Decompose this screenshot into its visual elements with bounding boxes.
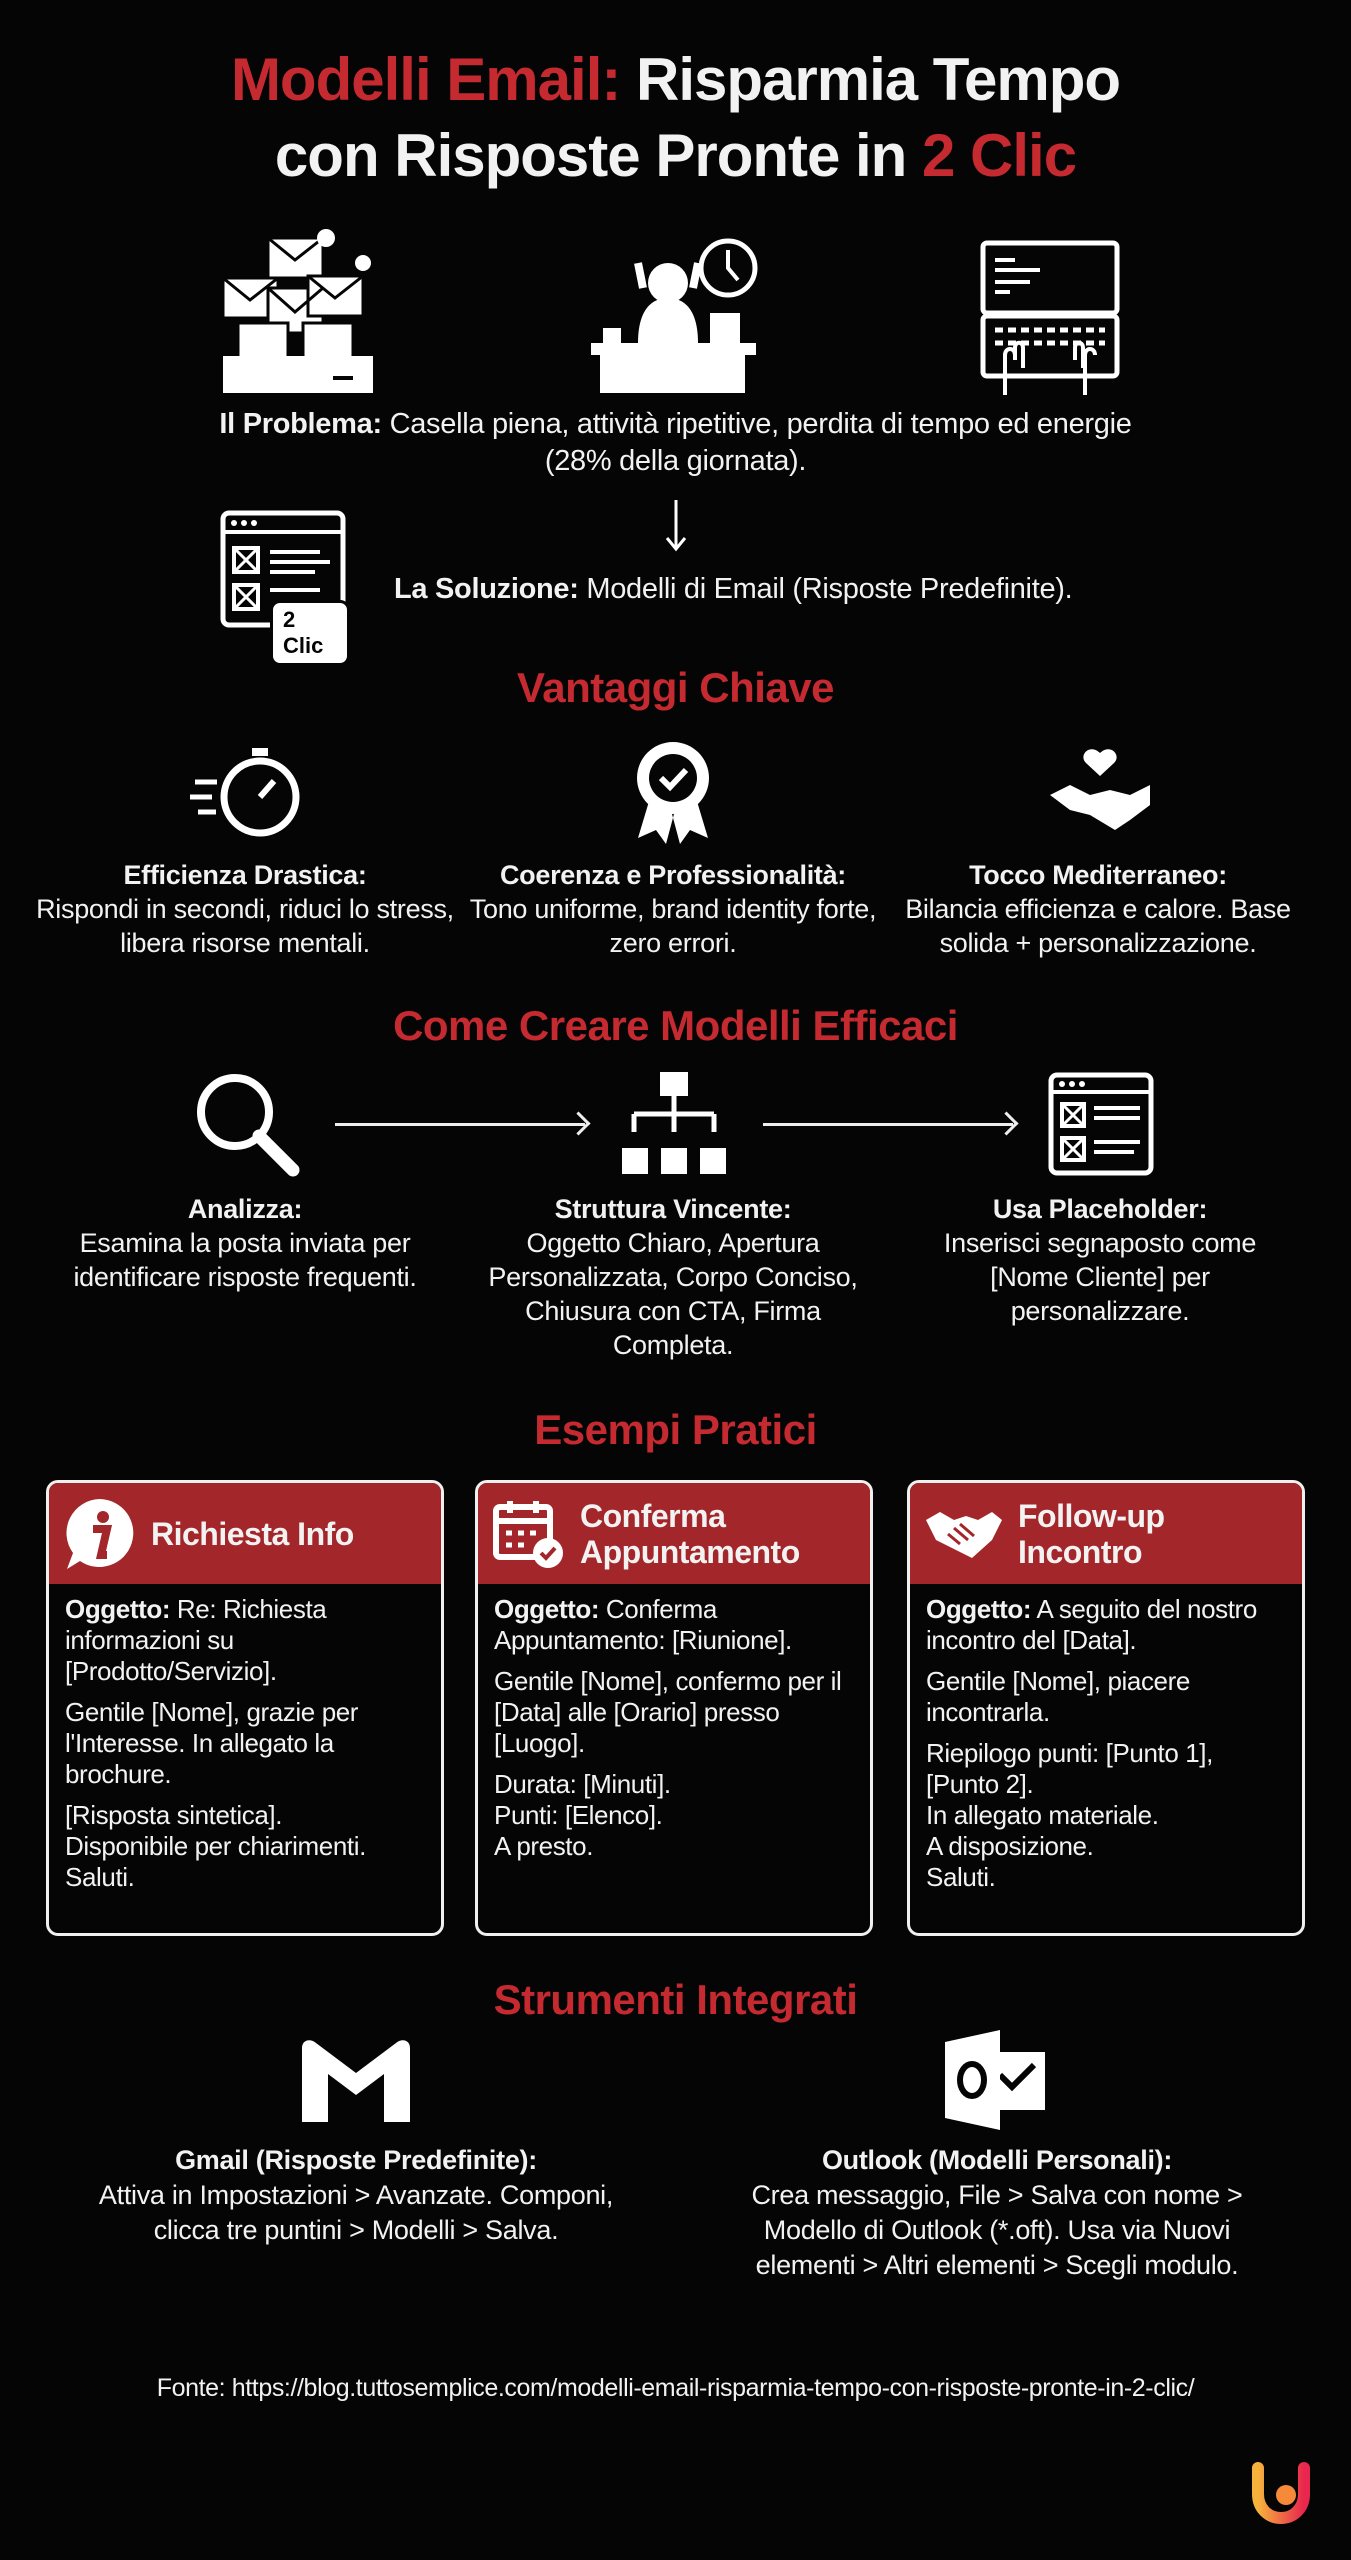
step-title: Struttura Vincente: bbox=[554, 1194, 792, 1224]
template-window-icon bbox=[220, 510, 350, 658]
card-line: [Risposta sintetica]. bbox=[65, 1800, 283, 1830]
create-step bbox=[910, 1192, 1290, 1328]
card-subject bbox=[65, 1594, 425, 1687]
card-header bbox=[910, 1483, 1302, 1584]
example-card bbox=[475, 1480, 873, 1936]
tools-heading: Strumenti Integrati bbox=[493, 1976, 858, 2023]
tool-item bbox=[737, 2143, 1257, 2283]
subject-label: Oggetto: bbox=[494, 1594, 600, 1624]
quality-badge-icon bbox=[630, 738, 716, 844]
card-subject bbox=[926, 1594, 1286, 1656]
stressed-worker-icon bbox=[588, 228, 768, 393]
arrow-down-icon bbox=[664, 500, 688, 552]
card-title: Follow-up Incontro bbox=[1018, 1497, 1165, 1570]
card-line: Riepilogo punti: [Punto 1], [Punto 2]. bbox=[926, 1738, 1213, 1799]
brand-logo bbox=[1250, 2462, 1312, 2524]
examples-heading: Esempi Pratici bbox=[534, 1406, 817, 1453]
magnifier-icon bbox=[193, 1070, 301, 1178]
step-title: Analizza: bbox=[187, 1194, 303, 1224]
step-text: Oggetto Chiaro, Apertura Personalizzata, Corpo Conciso, Chiusura con CTA, Firma Completa. bbox=[488, 1228, 858, 1360]
create-heading: Come Creare Modelli Efficaci bbox=[393, 1002, 958, 1049]
card-header bbox=[478, 1483, 870, 1584]
card-line: A presto. bbox=[494, 1831, 594, 1861]
flow-arrow-2 bbox=[763, 1123, 1013, 1126]
tool-title: Gmail (Risposte Predefinite): bbox=[175, 2145, 537, 2175]
card-line: A disposizione. bbox=[926, 1831, 1094, 1861]
example-card bbox=[907, 1480, 1305, 1936]
create-step bbox=[55, 1192, 435, 1294]
subject-text: Re: Richiesta informazioni su [Prodotto/Servizio]. bbox=[65, 1594, 327, 1686]
subject-label: Oggetto: bbox=[65, 1594, 171, 1624]
inbox-overflow-icon bbox=[218, 228, 378, 393]
structure-hierarchy-icon bbox=[620, 1070, 728, 1178]
card-line: Durata: [Minuti]. bbox=[494, 1769, 671, 1799]
card-line: Disponibile per chiarimenti. bbox=[65, 1831, 366, 1861]
card-subject bbox=[494, 1594, 854, 1656]
outlook-icon bbox=[945, 2030, 1049, 2130]
tool-item bbox=[96, 2143, 616, 2248]
card-line: Punti: [Elenco]. bbox=[494, 1800, 663, 1830]
card-line: Gentile [Nome], piacere incontrarla. bbox=[926, 1666, 1190, 1727]
stopwatch-icon bbox=[190, 742, 310, 842]
benefit-item bbox=[35, 858, 455, 960]
card-line: Gentile [Nome], grazie per l'Interesse. In allegato la brochure. bbox=[65, 1697, 359, 1789]
tool-text: Attiva in Impostazioni > Avanzate. Componi, clicca tre puntini > Modelli > Salva. bbox=[98, 2180, 614, 2245]
example-card bbox=[46, 1480, 444, 1936]
page-title: Modelli Email: Risparmia Tempo con Risposte Pronte in 2 Clic bbox=[230, 46, 1121, 189]
subject-text: A seguito del nostro incontro del [Data]. bbox=[926, 1594, 1257, 1655]
benefits-heading: Vantaggi Chiave bbox=[517, 664, 834, 711]
info-bubble-icon bbox=[63, 1497, 137, 1571]
flow-arrow-1 bbox=[335, 1123, 585, 1126]
problem-statement: Il Problema: Casella piena, attività ripetitive, perdita di tempo ed energie (28% della giornata). bbox=[219, 408, 1132, 477]
subject-label: Oggetto: bbox=[926, 1594, 1032, 1624]
calendar-check-icon bbox=[492, 1497, 566, 1571]
card-line: Saluti. bbox=[65, 1862, 135, 1892]
heart-handshake-icon bbox=[1045, 740, 1155, 840]
card-body bbox=[478, 1584, 870, 1882]
tool-title: Outlook (Modelli Personali): bbox=[821, 2145, 1173, 2175]
card-title: Richiesta Info bbox=[151, 1515, 354, 1552]
laptop-typing-icon bbox=[980, 240, 1120, 395]
benefit-text: Tono uniforme, brand identity forte, zero errori. bbox=[469, 894, 877, 958]
create-step bbox=[483, 1192, 863, 1362]
tool-text: Crea messaggio, File > Salva con nome > Modello di Outlook (*.oft). Usa via Nuovi elementi > Altri elementi > Scegli modulo. bbox=[751, 2180, 1243, 2280]
subject-text: Conferma Appuntamento: [Riunione]. bbox=[494, 1594, 792, 1655]
solution-statement: La Soluzione: Modelli di Email (Risposte Predefinite). bbox=[394, 573, 1073, 605]
source-link[interactable]: Fonte: https://blog.tuttosemplice.com/modelli-email-risparmia-tempo-con-risposte-pronte-in-2-clic/ bbox=[156, 2374, 1195, 2402]
step-text: Inserisci segnaposto come [Nome Cliente] per personalizzare. bbox=[943, 1228, 1257, 1326]
gmail-icon bbox=[302, 2040, 410, 2122]
step-title: Usa Placeholder: bbox=[992, 1194, 1208, 1224]
handshake-icon bbox=[924, 1504, 1004, 1564]
benefit-text: Rispondi in secondi, riduci lo stress, libera risorse mentali. bbox=[36, 894, 454, 958]
card-body bbox=[49, 1584, 441, 1913]
benefit-title: Tocco Mediterraneo: bbox=[969, 860, 1227, 890]
benefit-item bbox=[888, 858, 1308, 960]
card-line: Saluti. bbox=[926, 1862, 996, 1892]
benefit-title: Coerenza e Professionalità: bbox=[499, 860, 846, 890]
benefit-item bbox=[463, 858, 883, 960]
card-line: Gentile [Nome], confermo per il [Data] alle [Orario] presso [Luogo]. bbox=[494, 1666, 842, 1758]
card-header bbox=[49, 1483, 441, 1584]
card-line: In allegato materiale. bbox=[926, 1800, 1159, 1830]
two-click-badge: 2 Clic bbox=[270, 600, 350, 666]
placeholder-form-icon bbox=[1048, 1072, 1154, 1176]
step-text: Esamina la posta inviata per identificare risposte frequenti. bbox=[73, 1228, 417, 1292]
card-body bbox=[910, 1584, 1302, 1913]
benefit-title: Efficienza Drastica: bbox=[123, 860, 367, 890]
card-title: Conferma Appuntamento bbox=[580, 1497, 800, 1570]
benefit-text: Bilancia efficienza e calore. Base solida + personalizzazione. bbox=[905, 894, 1291, 958]
